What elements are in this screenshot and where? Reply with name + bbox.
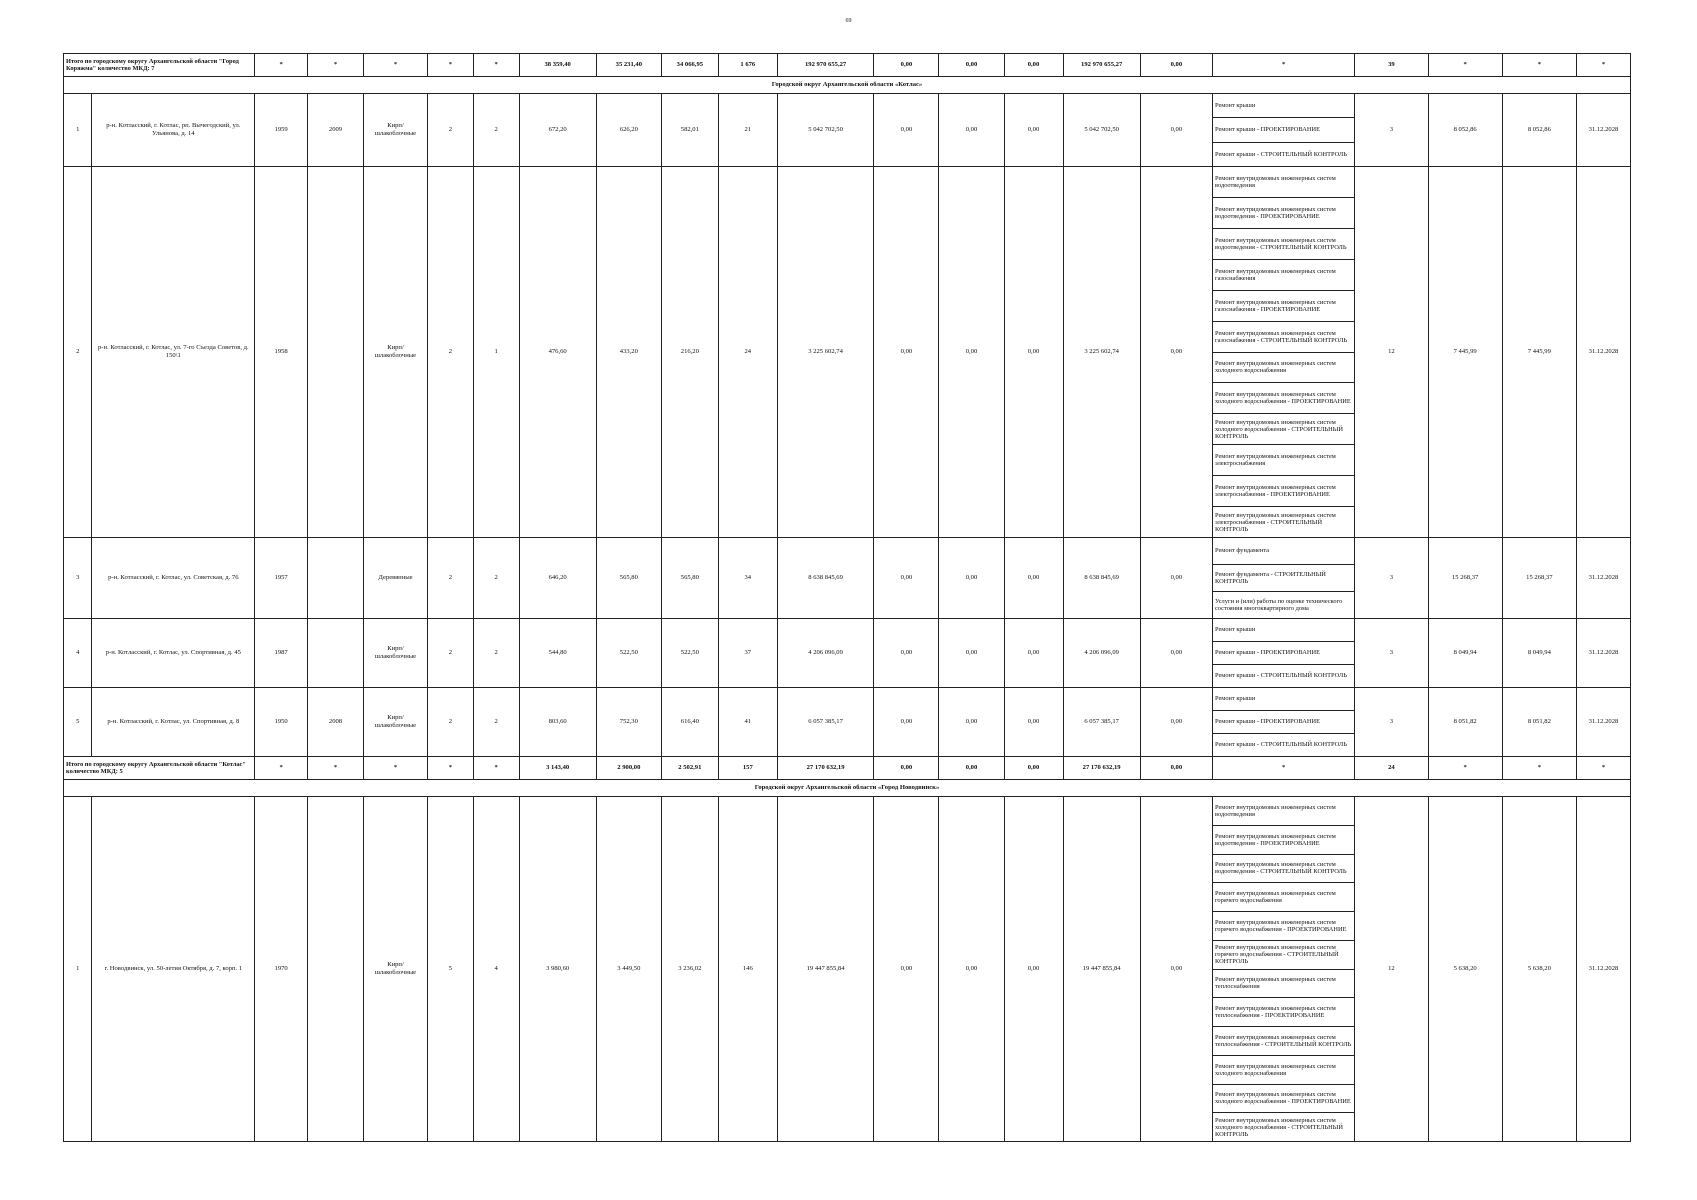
work-item: Ремонт внутридомовых инженерных систем водоотведения - СТРОИТЕЛЬНЫЙ КОНТРОЛЬ <box>1213 229 1354 260</box>
house-address: р-н. Котласский, г. Котлас, ул. Спортивная, д. 45 <box>92 619 255 688</box>
max-cost-per-m2: 8 052,86 <box>1502 94 1576 167</box>
fund-other: 0,00 <box>1140 619 1212 688</box>
work-item: Ремонт внутридомовых инженерных систем холодного водоснабжения - СТРОИТЕЛЬНЫЙ КОНТРОЛЬ <box>1213 414 1354 445</box>
total-area: 672,20 <box>519 94 596 167</box>
total-count: 24 <box>1355 757 1428 780</box>
total-star-cell: * <box>1576 54 1630 77</box>
works-count: 3 <box>1355 688 1428 757</box>
year-built: 1957 <box>255 538 308 619</box>
house-row <box>64 688 1631 757</box>
fund-federal: 0,00 <box>874 538 939 619</box>
house-address: р-н. Котласский, г. Котлас, ул. 7-го Съезда Советов, д. 150\1 <box>92 167 255 538</box>
fund-local: 0,00 <box>1004 538 1063 619</box>
work-item: Ремонт внутридомовых инженерных систем холодного водоснабжения - ПРОЕКТИРОВАНИЕ <box>1213 383 1354 414</box>
work-item: Ремонт внутридомовых инженерных систем холодного водоснабжения <box>1213 353 1354 384</box>
fund-local: 0,00 <box>1004 797 1063 1142</box>
area-residents: 616,40 <box>661 688 718 757</box>
total-fund-local: 0,00 <box>1004 757 1063 780</box>
work-item: Ремонт внутридомовых инженерных систем водоотведения <box>1213 797 1354 826</box>
area-residents: 522,50 <box>661 619 718 688</box>
row-number: 1 <box>64 797 92 1142</box>
fund-owners: 4 206 096,09 <box>1063 619 1140 688</box>
fund-owners: 5 042 702,50 <box>1063 94 1140 167</box>
fund-regional: 0,00 <box>939 797 1004 1142</box>
total-area-living: 2 900,00 <box>596 757 661 780</box>
area-residents: 582,01 <box>661 94 718 167</box>
work-item: Ремонт внутридомовых инженерных систем теплоснабжения <box>1213 970 1354 999</box>
row-number: 5 <box>64 688 92 757</box>
year-repair: 2009 <box>308 94 364 167</box>
residents: 37 <box>718 619 777 688</box>
work-item: Ремонт крыши <box>1213 688 1354 711</box>
total-fund-owners: 27 170 632,19 <box>1063 757 1140 780</box>
total-total-area: 38 359,40 <box>519 54 596 77</box>
work-item: Ремонт крыши - ПРОЕКТИРОВАНИЕ <box>1213 118 1354 142</box>
section-row <box>64 780 1631 797</box>
fund-other: 0,00 <box>1140 688 1212 757</box>
fund-other: 0,00 <box>1140 797 1212 1142</box>
floors-count: 2 <box>428 94 474 167</box>
area-residents: 216,20 <box>661 167 718 538</box>
work-item: Ремонт внутридомовых инженерных систем электроснабжения <box>1213 445 1354 476</box>
total-fund-federal: 0,00 <box>874 757 939 780</box>
total-star-cell: * <box>473 757 519 780</box>
total-residents: 157 <box>718 757 777 780</box>
total-area-living: 35 231,40 <box>596 54 661 77</box>
entrances-count: 2 <box>473 94 519 167</box>
fund-federal: 0,00 <box>874 94 939 167</box>
residents: 21 <box>718 94 777 167</box>
house-address: г. Новодвинск, ул. 50-летия Октября, д. 7, корп. 1 <box>92 797 255 1142</box>
total-total-area: 3 143,40 <box>519 757 596 780</box>
work-item: Ремонт внутридомовых инженерных систем горячего водоснабжения - СТРОИТЕЛЬНЫЙ КОНТРОЛЬ <box>1213 941 1354 970</box>
max-cost-per-m2: 8 051,82 <box>1502 688 1576 757</box>
total-star-cell: * <box>473 54 519 77</box>
area-living: 565,80 <box>596 538 661 619</box>
total-label: Итого по городскому округу Архангельской области "Котлас" количество МКД: 5 <box>64 757 255 780</box>
section-row <box>64 77 1631 94</box>
work-item: Ремонт внутридомовых инженерных систем водоотведения - ПРОЕКТИРОВАНИЕ <box>1213 198 1354 229</box>
total-star-cell: * <box>363 757 427 780</box>
total-star-cell: * <box>308 54 364 77</box>
work-item: Ремонт внутридомовых инженерных систем электроснабжения - СТРОИТЕЛЬНЫЙ КОНТРОЛЬ <box>1214 511 1336 533</box>
total-area: 3 980,60 <box>519 797 596 1142</box>
works-list <box>1212 94 1354 167</box>
capital-repair-table <box>63 53 1631 1142</box>
work-item: Ремонт внутридомовых инженерных систем водоотведения - СТРОИТЕЛЬНЫЙ КОНТРОЛЬ <box>1213 855 1354 884</box>
fund-federal: 0,00 <box>874 797 939 1142</box>
works-list <box>1212 619 1354 688</box>
year-built: 1958 <box>255 167 308 538</box>
total-fund-regional: 0,00 <box>939 757 1004 780</box>
work-item: Ремонт внутридомовых инженерных систем электроснабжения - ПРОЕКТИРОВАНИЕ <box>1213 476 1354 507</box>
fund-regional: 0,00 <box>939 688 1004 757</box>
work-item: Ремонт внутридомовых инженерных систем газоснабжения - СТРОИТЕЛЬНЫЙ КОНТРОЛЬ <box>1213 322 1354 353</box>
residents: 34 <box>718 538 777 619</box>
fund-regional: 0,00 <box>939 167 1004 538</box>
residents: 24 <box>718 167 777 538</box>
fund-local: 0,00 <box>1004 688 1063 757</box>
section-title: Городской округ Архангельской области «Котлас» <box>64 77 1631 94</box>
cost-per-m2: 5 638,20 <box>1428 797 1502 1142</box>
cost-total: 19 447 855,84 <box>777 797 874 1142</box>
work-item: Ремонт фундамента <box>1213 538 1354 565</box>
house-address: р-н. Котласский, г. Котлас, ул. Спортивная, д. 8 <box>92 688 255 757</box>
fund-regional: 0,00 <box>939 538 1004 619</box>
cost-total: 5 042 702,50 <box>777 94 874 167</box>
house-address: р-н. Котласский, г. Котлас, ул. Советская, д. 76 <box>92 538 255 619</box>
total-cost-total: 192 970 655,27 <box>777 54 874 77</box>
total-star-cell: * <box>428 54 474 77</box>
row-number: 2 <box>64 167 92 538</box>
row-number: 3 <box>64 538 92 619</box>
deadline: 31.12.2028 <box>1576 688 1630 757</box>
work-item: Ремонт фундамента - СТРОИТЕЛЬНЫЙ КОНТРОЛЬ <box>1213 565 1354 592</box>
work-item: Ремонт крыши - СТРОИТЕЛЬНЫЙ КОНТРОЛЬ <box>1214 672 1347 680</box>
total-fund-federal: 0,00 <box>874 54 939 77</box>
year-repair <box>308 619 364 688</box>
works-count: 3 <box>1355 94 1428 167</box>
work-item: Услуги и (или) работы по оценке технического состояния многоквартирного дома <box>1214 597 1343 612</box>
house-row <box>64 538 1631 619</box>
work-item: Ремонт крыши - СТРОИТЕЛЬНЫЙ КОНТРОЛЬ <box>1214 150 1347 158</box>
row-number: 4 <box>64 619 92 688</box>
works-list <box>1212 167 1354 538</box>
total-area: 544,80 <box>519 619 596 688</box>
residents: 41 <box>718 688 777 757</box>
work-item: Ремонт внутридомовых инженерных систем горячего водоснабжения - ПРОЕКТИРОВАНИЕ <box>1213 912 1354 941</box>
fund-federal: 0,00 <box>874 167 939 538</box>
house-row <box>64 167 1631 538</box>
work-item: Ремонт внутридомовых инженерных систем холодного водоснабжения - ПРОЕКТИРОВАНИЕ <box>1213 1085 1354 1114</box>
deadline: 31.12.2028 <box>1576 619 1630 688</box>
max-cost-per-m2: 8 049,94 <box>1502 619 1576 688</box>
wall-material: Кирп/ шлакоблочные <box>363 94 427 167</box>
cost-total: 8 638 845,69 <box>777 538 874 619</box>
fund-owners: 19 447 855,84 <box>1063 797 1140 1142</box>
entrances-count: 4 <box>473 797 519 1142</box>
work-item: Ремонт внутридомовых инженерных систем холодного водоснабжения <box>1213 1056 1354 1085</box>
year-built: 1970 <box>255 797 308 1142</box>
entrances-count: 1 <box>473 167 519 538</box>
fund-other: 0,00 <box>1140 167 1212 538</box>
total-fund-regional: 0,00 <box>939 54 1004 77</box>
works-list <box>1212 538 1354 619</box>
floors-count: 5 <box>428 797 474 1142</box>
fund-other: 0,00 <box>1140 94 1212 167</box>
page-number: 69 <box>845 18 852 24</box>
deadline: 31.12.2028 <box>1576 94 1630 167</box>
work-item: Ремонт крыши - СТРОИТЕЛЬНЫЙ КОНТРОЛЬ <box>1214 741 1347 749</box>
max-cost-per-m2: 15 268,37 <box>1502 538 1576 619</box>
fund-regional: 0,00 <box>939 619 1004 688</box>
year-repair <box>308 538 364 619</box>
total-fund-other: 0,00 <box>1140 757 1212 780</box>
deadline: 31.12.2028 <box>1576 167 1630 538</box>
total-area: 803,60 <box>519 688 596 757</box>
total-area-residents: 34 066,95 <box>661 54 718 77</box>
wall-material: Кирп/ шлакоблочные <box>363 619 427 688</box>
floors-count: 2 <box>428 538 474 619</box>
max-cost-per-m2: 7 445,99 <box>1502 167 1576 538</box>
total-count: 39 <box>1355 54 1428 77</box>
fund-other: 0,00 <box>1140 538 1212 619</box>
fund-owners: 6 057 385,17 <box>1063 688 1140 757</box>
total-star-cell: * <box>1428 54 1502 77</box>
work-item: Ремонт внутридомовых инженерных систем теплоснабжения - ПРОЕКТИРОВАНИЕ <box>1213 998 1354 1027</box>
works-list <box>1212 688 1354 757</box>
works-list <box>1212 797 1354 1142</box>
fund-local: 0,00 <box>1004 167 1063 538</box>
cost-total: 4 206 096,09 <box>777 619 874 688</box>
cost-per-m2: 8 052,86 <box>1428 94 1502 167</box>
deadline: 31.12.2028 <box>1576 538 1630 619</box>
total-star-cell: * <box>1502 54 1576 77</box>
total-row <box>64 757 1631 780</box>
area-living: 626,20 <box>596 94 661 167</box>
year-built: 1959 <box>255 94 308 167</box>
fund-local: 0,00 <box>1004 94 1063 167</box>
work-item: Ремонт внутридомовых инженерных систем газоснабжения <box>1213 260 1354 291</box>
floors-count: 2 <box>428 167 474 538</box>
house-row <box>64 797 1631 1142</box>
section-title: Городской округ Архангельской области «Город Новодвинск» <box>64 780 1631 797</box>
cost-total: 6 057 385,17 <box>777 688 874 757</box>
work-item: Ремонт крыши <box>1213 94 1354 118</box>
total-star-cell: * <box>255 757 308 780</box>
work-item: Ремонт внутридомовых инженерных систем водоотведения - ПРОЕКТИРОВАНИЕ <box>1213 826 1354 855</box>
total-star-cell: * <box>1576 757 1630 780</box>
total-star-cell: * <box>1502 757 1576 780</box>
area-residents: 565,80 <box>661 538 718 619</box>
row-number: 1 <box>64 94 92 167</box>
total-area: 646,20 <box>519 538 596 619</box>
max-cost-per-m2: 5 638,20 <box>1502 797 1576 1142</box>
work-item: Ремонт внутридомовых инженерных систем теплоснабжения - СТРОИТЕЛЬНЫЙ КОНТРОЛЬ <box>1213 1027 1354 1056</box>
fund-federal: 0,00 <box>874 619 939 688</box>
works-count: 12 <box>1355 797 1428 1142</box>
house-row <box>64 619 1631 688</box>
year-repair <box>308 797 364 1142</box>
work-item: Ремонт крыши <box>1213 619 1354 642</box>
fund-owners: 8 638 845,69 <box>1063 538 1140 619</box>
residents: 146 <box>718 797 777 1142</box>
total-residents: 1 676 <box>718 54 777 77</box>
area-living: 752,30 <box>596 688 661 757</box>
wall-material: Кирп/ шлакоблочные <box>363 167 427 538</box>
area-living: 433,20 <box>596 167 661 538</box>
area-living: 3 449,50 <box>596 797 661 1142</box>
entrances-count: 2 <box>473 688 519 757</box>
entrances-count: 2 <box>473 538 519 619</box>
cost-total: 3 225 602,74 <box>777 167 874 538</box>
floors-count: 2 <box>428 619 474 688</box>
total-area-residents: 2 502,91 <box>661 757 718 780</box>
total-star-cell: * <box>363 54 427 77</box>
total-star-cell: * <box>1212 54 1354 77</box>
total-star-cell: * <box>428 757 474 780</box>
cost-per-m2: 8 049,94 <box>1428 619 1502 688</box>
total-row <box>64 54 1631 77</box>
fund-owners: 3 225 602,74 <box>1063 167 1140 538</box>
fund-local: 0,00 <box>1004 619 1063 688</box>
wall-material: Кирп/ шлакоблочные <box>363 797 427 1142</box>
total-cost-total: 27 170 632,19 <box>777 757 874 780</box>
total-fund-local: 0,00 <box>1004 54 1063 77</box>
fund-regional: 0,00 <box>939 94 1004 167</box>
total-fund-other: 0,00 <box>1140 54 1212 77</box>
wall-material: Деревянные <box>363 538 427 619</box>
year-built: 1987 <box>255 619 308 688</box>
work-item: Ремонт внутридомовых инженерных систем водоотведения <box>1213 167 1354 198</box>
year-repair: 2008 <box>308 688 364 757</box>
area-residents: 3 236,02 <box>661 797 718 1142</box>
works-count: 3 <box>1355 619 1428 688</box>
works-count: 3 <box>1355 538 1428 619</box>
works-count: 12 <box>1355 167 1428 538</box>
year-built: 1950 <box>255 688 308 757</box>
total-star-cell: * <box>1212 757 1354 780</box>
house-row <box>64 94 1631 167</box>
work-item: Ремонт внутридомовых инженерных систем газоснабжения - ПРОЕКТИРОВАНИЕ <box>1213 291 1354 322</box>
total-label: Итого по городскому округу Архангельской области "Город Коряжма" количество МКД: 7 <box>64 54 255 77</box>
year-repair <box>308 167 364 538</box>
cost-per-m2: 7 445,99 <box>1428 167 1502 538</box>
area-living: 522,50 <box>596 619 661 688</box>
total-fund-owners: 192 970 655,27 <box>1063 54 1140 77</box>
cost-per-m2: 8 051,82 <box>1428 688 1502 757</box>
work-item: Ремонт внутридомовых инженерных систем горячего водоснабжения <box>1213 883 1354 912</box>
deadline: 31.12.2028 <box>1576 797 1630 1142</box>
total-area: 476,60 <box>519 167 596 538</box>
cost-per-m2: 15 268,37 <box>1428 538 1502 619</box>
work-item: Ремонт крыши - ПРОЕКТИРОВАНИЕ <box>1213 711 1354 734</box>
wall-material: Кирп/ шлакоблочные <box>363 688 427 757</box>
work-item: Ремонт крыши - ПРОЕКТИРОВАНИЕ <box>1213 642 1354 665</box>
entrances-count: 2 <box>473 619 519 688</box>
house-address: р-н. Котласский, г. Котлас, рп. Вычегодский, ул. Ульянова, д. 14 <box>92 94 255 167</box>
work-item: Ремонт внутридомовых инженерных систем холодного водоснабжения - СТРОИТЕЛЬНЫЙ КОНТРОЛЬ <box>1214 1116 1343 1138</box>
floors-count: 2 <box>428 688 474 757</box>
total-star-cell: * <box>255 54 308 77</box>
total-star-cell: * <box>308 757 364 780</box>
total-star-cell: * <box>1428 757 1502 780</box>
fund-federal: 0,00 <box>874 688 939 757</box>
